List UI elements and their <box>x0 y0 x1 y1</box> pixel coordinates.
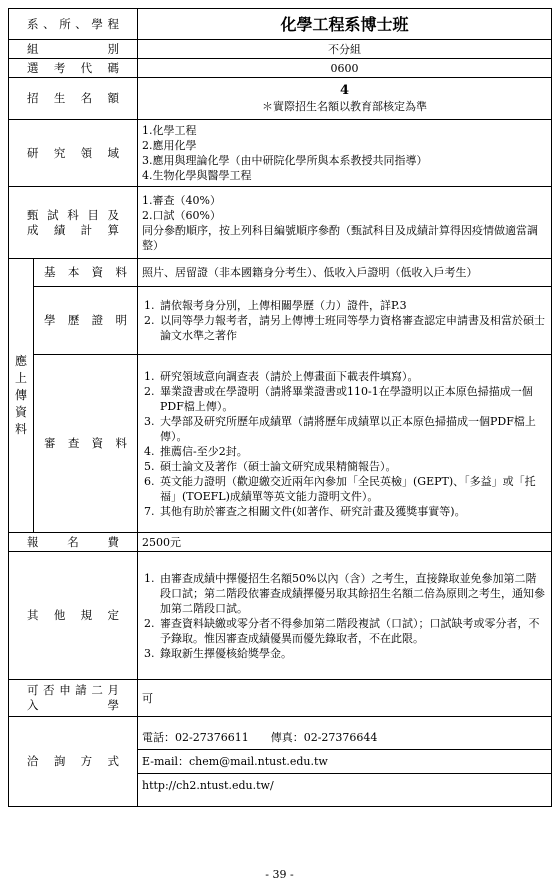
row-group <box>9 40 552 59</box>
review-item: 4. 推薦信-至少2封。 <box>158 444 547 459</box>
row-exam-subjects <box>9 187 552 259</box>
feb-label-line1: 可否申請二月 <box>27 683 119 697</box>
dept-value: 化學工程系博士班 <box>138 9 552 40</box>
review-item: 2. 畢業證書或在學證明（請將畢業證書或110-1在學證明以正本原色掃描成一個PDF檔上傳）。 <box>158 384 547 414</box>
edu-list <box>142 298 547 343</box>
exam-item: 1.審查（40%） <box>142 193 221 207</box>
quota-label: 招 生 名 額 <box>9 78 138 120</box>
row-education <box>9 287 552 355</box>
row-research <box>9 120 552 187</box>
review-item: 6. 英文能力證明（歡迎繳交近兩年內參加「全民英檢」(GEPT)、「多益」或「托福」(TOEFL)成績單等英文能力證明文件）。 <box>158 474 547 504</box>
other-item: 2. 審查資料缺繳或零分者不得參加第二階段複試（口試）；口試缺考或零分者，不予錄取。惟因審查成績優異而優先錄取者，不在此限。 <box>158 616 547 646</box>
upload-side-label <box>9 259 34 533</box>
other-list <box>142 571 547 661</box>
review-label: 審 查 資 料 <box>34 355 138 533</box>
quota-note: ＊實際招生名額以教育部核定為準 <box>262 100 427 113</box>
code-value: 0600 <box>138 59 552 78</box>
page-number: - 39 - <box>265 868 294 881</box>
exam-list <box>138 187 552 259</box>
exam-label <box>9 187 138 259</box>
row-feb-admission <box>9 680 552 717</box>
upload-side-char: 傳 <box>14 388 27 402</box>
other-label: 其 他 規 定 <box>9 552 138 680</box>
upload-side-char: 料 <box>14 422 27 436</box>
row-fee <box>9 533 552 552</box>
other-item: 3. 錄取新生擇優核給獎學金。 <box>158 646 547 661</box>
row-review <box>9 355 552 533</box>
exam-label-line1: 甄試科目及 <box>27 207 119 222</box>
row-other-rules <box>9 552 552 680</box>
review-item: 7. 其他有助於審查之相關文件(如著作、研究計畫及獲獎事實等)。 <box>158 504 547 519</box>
review-item: 1. 研究領域意向調查表（請於上傳畫面下載表件填寫）。 <box>158 369 547 384</box>
edu-item: 1. 請依報考身分別，上傳相關學歷（力）證件，詳P.3 <box>158 298 547 313</box>
research-item: 4.生物化學與醫學工程 <box>142 169 252 182</box>
contact-url[interactable]: http://ch2.ntust.edu.tw/ <box>138 773 551 797</box>
row-quota <box>9 78 552 120</box>
upload-side-char: 應 <box>14 354 27 368</box>
research-item: 2.應用化學 <box>142 139 197 152</box>
admission-table <box>8 8 552 807</box>
row-contact <box>9 717 552 807</box>
row-exam-code <box>9 59 552 78</box>
review-list-cell <box>138 355 552 533</box>
other-item: 1. 由審查成績中擇優招生名額50%以內（含）之考生，直接錄取並免參加第二階段口試；第二階段依審查成績擇優另取其餘招生名額二倍為原則之考生，通知參加第二階段口試。 <box>158 571 547 616</box>
review-item: 5. 碩士論文及著作（碩士論文研究成果精簡報告）。 <box>158 459 547 474</box>
edu-list-cell <box>138 287 552 355</box>
exam-item: 同分參酌順序，按上列科目編號順序參酌（甄試科目及成績計算得因疫情做適當調整） <box>142 223 538 252</box>
contact-phone: 電話：02-27376611 傳真：02-27376644 <box>142 731 378 744</box>
row-department <box>9 9 552 40</box>
upload-side-char: 上 <box>14 371 27 385</box>
review-list <box>142 369 547 519</box>
code-label: 選 考 代 碼 <box>9 59 138 78</box>
upload-side-char: 資 <box>14 405 27 419</box>
group-value: 不分組 <box>138 40 552 59</box>
exam-label-line2: 成 績 計 算 <box>27 222 119 237</box>
feb-label-line2: 入 學 <box>27 698 119 712</box>
quota-cell <box>138 78 552 120</box>
basic-value: 照片、居留證（非本國籍身分考生）、低收入戶證明（低收入戶考生） <box>138 259 552 287</box>
feb-label <box>9 680 138 717</box>
exam-item: 2.口試（60%） <box>142 208 221 222</box>
other-list-cell <box>138 552 552 680</box>
contact-label: 洽 詢 方 式 <box>9 717 138 807</box>
contact-email[interactable]: E-mail：chem@mail.ntust.edu.tw <box>138 749 551 773</box>
review-item: 3. 大學部及研究所歷年成績單（請將歷年成績單以正本原色掃描成一個PDF檔上傳）。 <box>158 414 547 444</box>
edu-label: 學 歷 證 明 <box>34 287 138 355</box>
contact-cell <box>138 717 552 807</box>
research-item: 1.化學工程 <box>142 124 197 137</box>
row-basic-info <box>9 259 552 287</box>
edu-item: 2. 以同等學力報考者，請另上傳博士班同等學力資格審查認定申請書及相當於碩士論文水準之著作 <box>158 313 547 343</box>
group-label: 組 別 <box>9 40 138 59</box>
admission-table-sheet <box>8 8 551 807</box>
research-list <box>138 120 552 187</box>
research-item: 3.應用與理論化學（由中研院化學所與本系教授共同指導） <box>142 154 428 167</box>
fee-label: 報 名 費 <box>9 533 138 552</box>
research-label: 研 究 領 域 <box>9 120 138 187</box>
basic-label: 基 本 資 料 <box>34 259 138 287</box>
dept-label: 系、所、學程 <box>9 9 138 40</box>
quota-value: 4 <box>339 83 350 98</box>
feb-value: 可 <box>138 680 552 717</box>
fee-value: 2500元 <box>138 533 552 552</box>
